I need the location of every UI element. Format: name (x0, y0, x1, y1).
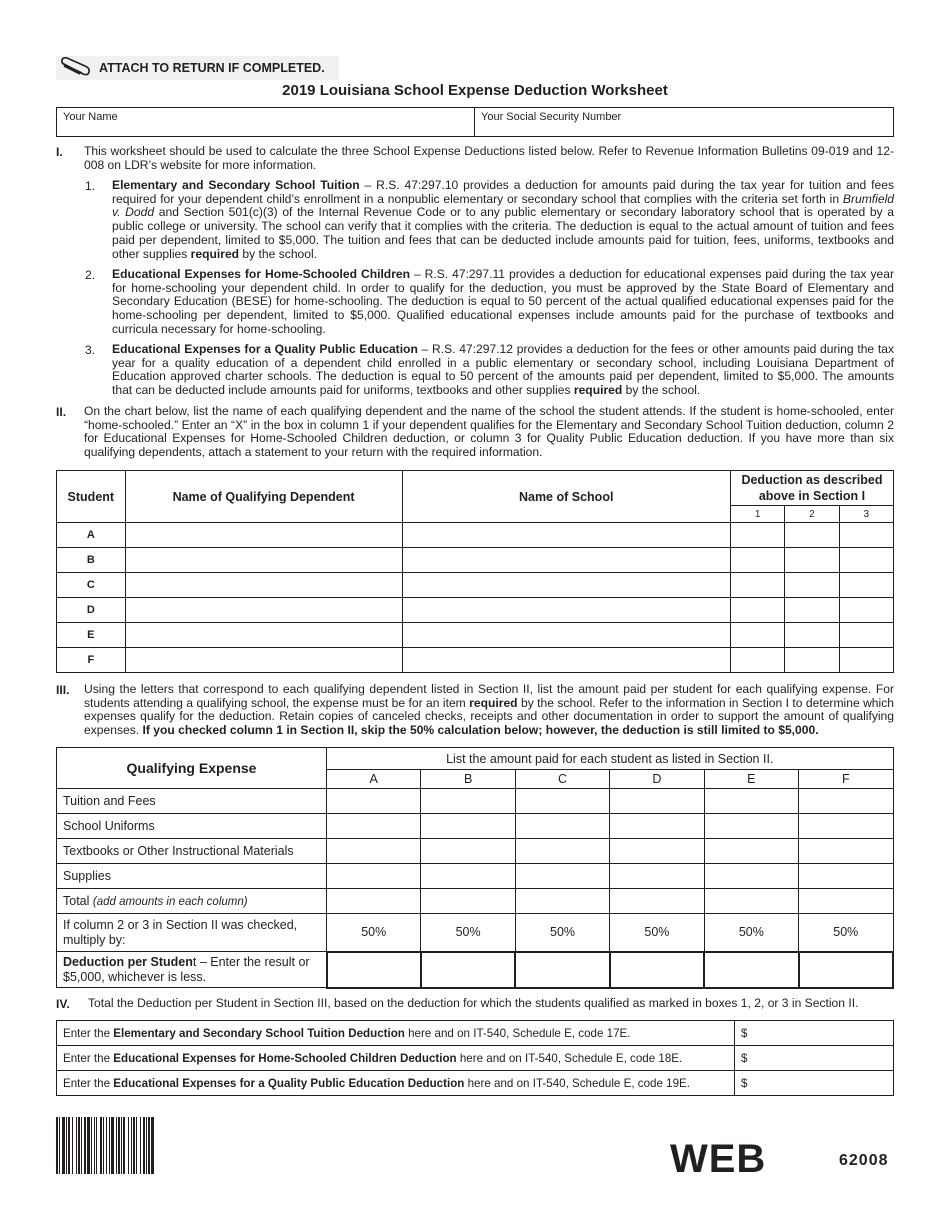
deduction-label-bold: Deduction per Studen (63, 954, 193, 969)
deduction-cell[interactable] (327, 952, 421, 988)
amount-cell[interactable] (704, 814, 798, 839)
ssn-field[interactable] (475, 108, 894, 137)
school-cell[interactable] (402, 623, 730, 648)
table-row (57, 839, 894, 864)
check-cell[interactable] (730, 648, 784, 673)
amount-cell[interactable] (610, 864, 704, 889)
col-student: Student (57, 471, 126, 523)
row-label-deduction (57, 952, 327, 988)
paperclip-icon (58, 57, 92, 84)
amount-cell[interactable] (704, 789, 798, 814)
item-3-text-a: – R.S. 47:297.12 provides a deduction for the fees or other amounts paid during the tax year for a quality education of a dependent child enrolled in a public elementary or secondary school, including Louisiana Department of Education approved charter schools. The deduction is equal to 50 percent of the amounts paid per dependent, limited to $5,000. The amounts that can be deducted include amounts paid for uniforms, textbooks and other supplies (112, 342, 894, 398)
total-line-17e (57, 1021, 894, 1046)
amount-cell[interactable] (704, 864, 798, 889)
table-row (57, 523, 894, 548)
section-3-required: required (469, 695, 518, 710)
item-2-number: 2. (85, 268, 96, 282)
row-letter: F (57, 648, 126, 673)
table-row (57, 889, 894, 914)
totals-table (56, 1020, 894, 1096)
dependent-cell[interactable] (125, 648, 402, 673)
line-pre: Enter the (63, 1051, 114, 1065)
item-3-number: 3. (85, 343, 96, 357)
subcol-3: 3 (839, 506, 893, 523)
amount-cell[interactable] (515, 814, 609, 839)
barcode-icon (56, 1117, 230, 1174)
section-3-text-a: Using the letters that correspond to each qualifying dependent listed in Section II, list the amount paid per student for each qualifying expense. For students attending a qualifying school, the expense must be for an item (84, 682, 894, 710)
section-2-numeral: II. (56, 405, 67, 419)
check-cell[interactable] (785, 598, 839, 623)
table-row (57, 648, 894, 673)
amount-18e-field[interactable] (735, 1046, 894, 1071)
deduction-cell[interactable] (515, 952, 609, 988)
pct-cell: 50% (421, 914, 515, 952)
amount-cell[interactable] (421, 864, 515, 889)
col-letter: A (327, 770, 421, 789)
item-1-case-name: Brumfield v. Dodd (112, 191, 894, 220)
row-label-textbooks: Textbooks or Other Instructional Materials (57, 839, 327, 864)
dependent-cell[interactable] (125, 598, 402, 623)
pct-cell: 50% (327, 914, 421, 952)
line-bold: Educational Expenses for Home-Schooled Children Deduction (113, 1051, 457, 1065)
col-expense: Qualifying Expense (57, 748, 327, 789)
check-cell[interactable] (730, 548, 784, 573)
dollar-sign: $ (741, 1051, 748, 1065)
item-2-title: Educational Expenses for Home-Schooled Children (112, 267, 411, 281)
form-code: 62008 (839, 1152, 889, 1169)
line-bold: Elementary and Secondary School Tuition Deduction (113, 1026, 405, 1040)
row-label-total (57, 889, 327, 914)
ssn-label: Your Social Security Number (481, 111, 622, 123)
section-1-intro: This worksheet should be used to calculate the three School Expense Deductions listed below. Refer to Revenue Information Bulletins 09-019 and 12-008 on LDR’s website for more information. (84, 144, 894, 172)
amount-cell[interactable] (515, 889, 609, 914)
school-cell[interactable] (402, 548, 730, 573)
amount-cell[interactable] (799, 789, 893, 814)
amount-cell[interactable] (421, 889, 515, 914)
item-2-text-a: – R.S. 47:297.11 provides a deduction for educational expenses paid during the tax year for home-schooling your dependent child. In order to qualify for the deduction, you must be approved by the State Board of Elementary and Secondary Education (BESE) for home-schooling. The deduction is equal to 50 percent of the actual qualified educational expenses paid for the home-schooling per dependent, limited to $5,000. Qualified educational expenses include amounts paid for the purchase of textbooks and curricula necessary for home-schooling. (112, 267, 894, 336)
amount-cell[interactable] (327, 789, 421, 814)
pct-cell: 50% (704, 914, 798, 952)
total-line-label (57, 1046, 735, 1071)
check-cell[interactable] (839, 623, 893, 648)
check-cell[interactable] (839, 573, 893, 598)
total-label: Total (63, 894, 93, 908)
web-label: WEB (670, 1137, 767, 1181)
section-1-numeral: I. (56, 145, 63, 159)
dependent-cell[interactable] (125, 623, 402, 648)
amount-cell[interactable] (610, 789, 704, 814)
total-line-label (57, 1071, 735, 1096)
table-row (57, 548, 894, 573)
table-row (57, 864, 894, 889)
total-line-label (57, 1021, 735, 1046)
item-3-text (112, 343, 894, 398)
amount-cell[interactable] (421, 789, 515, 814)
check-cell[interactable] (785, 573, 839, 598)
col-deduction: Deduction as described above in Section I (730, 471, 893, 506)
col-school: Name of School (402, 471, 730, 523)
item-2-text (112, 268, 894, 337)
row-letter: E (57, 623, 126, 648)
attach-note (56, 56, 339, 80)
amount-cell[interactable] (421, 814, 515, 839)
item-1-text (112, 179, 894, 261)
amount-cell[interactable] (327, 839, 421, 864)
deduction-cell[interactable] (421, 952, 515, 988)
amount-cell[interactable] (799, 889, 893, 914)
col-list: List the amount paid for each student as listed in Section II. (327, 748, 894, 770)
item-1-number: 1. (85, 179, 96, 193)
table-row (57, 952, 894, 988)
item-3-text-c: by the school. (622, 383, 701, 398)
check-cell[interactable] (730, 598, 784, 623)
col-dependent: Name of Qualifying Dependent (125, 471, 402, 523)
amount-cell[interactable] (610, 889, 704, 914)
deduction-label-rest: t – Enter the result or $5,000, whichever is less. (63, 954, 310, 984)
dollar-sign: $ (741, 1026, 748, 1040)
amount-cell[interactable] (799, 814, 893, 839)
check-cell[interactable] (839, 598, 893, 623)
amount-cell[interactable] (327, 889, 421, 914)
row-letter: B (57, 548, 126, 573)
dependent-cell[interactable] (125, 523, 402, 548)
deduction-cell[interactable] (704, 952, 798, 988)
pct-cell: 50% (515, 914, 609, 952)
check-cell[interactable] (730, 523, 784, 548)
page-title: 2019 Louisiana School Expense Deduction Worksheet (282, 82, 668, 99)
name-field[interactable] (57, 108, 475, 137)
table-row (57, 789, 894, 814)
school-cell[interactable] (402, 598, 730, 623)
line-post: here and on IT-540, Schedule E, code 17E. (404, 1026, 631, 1040)
section-3-text-b: by the school. Refer to the information in Section I to determine which expenses qualify for the deduction. Retain copies of canceled checks, receipts and other documentation in order to support the amount of qualifying expenses. (84, 695, 894, 738)
row-letter: A (57, 523, 126, 548)
amount-cell[interactable] (610, 814, 704, 839)
table-row (57, 914, 894, 952)
check-cell[interactable] (839, 548, 893, 573)
check-cell[interactable] (839, 523, 893, 548)
item-1-text-c: by the school. (239, 246, 318, 261)
deduction-cell[interactable] (610, 952, 704, 988)
col-letter: D (610, 770, 704, 789)
section-2-text: On the chart below, list the name of each qualifying dependent and the name of the school the student attends. If the student is home-schooled, enter “home-schooled.” Enter an “X” in the box in column 1 if your dependent qualifies for the Elementary and Secondary School Tuition deduction, column 2 for Educational Expenses for Home-Schooled Children deduction, or column 3 for Quality Public Education deduction. If you have more than six qualifying dependents, attach a statement to your return with the required information. (84, 404, 894, 460)
check-cell[interactable] (730, 623, 784, 648)
item-1-text-a: – R.S. 47:297.10 provides a deduction for amounts paid during the tax year for tuition and fees required for your dependent child’s enrollment in a nonpublic elementary or secondary school that complies with the criteria set forth in (112, 178, 894, 206)
table-row (57, 598, 894, 623)
row-letter: C (57, 573, 126, 598)
amount-cell[interactable] (799, 864, 893, 889)
section-4-numeral: IV. (56, 997, 70, 1011)
amount-cell[interactable] (327, 864, 421, 889)
attach-note-text: ATTACH TO RETURN IF COMPLETED. (99, 61, 325, 75)
subcol-2: 2 (785, 506, 839, 523)
table-row (57, 814, 894, 839)
table-row (57, 623, 894, 648)
subcol-1: 1 (730, 506, 784, 523)
total-line-19e (57, 1071, 894, 1096)
section-4-text: Total the Deduction per Student in Section III, based on the deduction for which the students qualified as marked in boxes 1, 2, or 3 in Section II. (88, 996, 859, 1010)
total-line-18e (57, 1046, 894, 1071)
section-3-numeral: III. (56, 683, 70, 697)
amount-cell[interactable] (515, 789, 609, 814)
amount-cell[interactable] (515, 864, 609, 889)
pct-cell: 50% (610, 914, 704, 952)
row-label-uniforms: School Uniforms (57, 814, 327, 839)
deduction-cell[interactable] (799, 952, 893, 988)
amount-cell[interactable] (515, 839, 609, 864)
row-letter: D (57, 598, 126, 623)
school-cell[interactable] (402, 648, 730, 673)
col-letter: F (799, 770, 893, 789)
check-cell[interactable] (785, 548, 839, 573)
pct-cell: 50% (799, 914, 893, 952)
name-label: Your Name (63, 111, 118, 123)
school-cell[interactable] (402, 573, 730, 598)
section-3-text (84, 683, 894, 738)
item-1-required: required (190, 246, 240, 261)
item-1-title: Elementary and Secondary School Tuition (112, 178, 360, 192)
amount-cell[interactable] (799, 839, 893, 864)
check-cell[interactable] (785, 648, 839, 673)
col-letter: B (421, 770, 515, 789)
check-cell[interactable] (730, 573, 784, 598)
expense-table (56, 747, 894, 989)
col-letter: C (515, 770, 609, 789)
table-row (57, 573, 894, 598)
taxpayer-info-box (56, 107, 894, 137)
section-3-skip-note: If you checked column 1 in Section II, skip the 50% calculation below; however, the deduction is still limited to $5,000. (142, 723, 819, 738)
dollar-sign: $ (741, 1076, 748, 1090)
item-1-text-b: and Section 501(c)(3) of the Internal Revenue Code or to any public elementary or secondary laboratory school that is operated by a public college or university. The school can verify that it complies with the criteria. The deduction is equal to the actual amount of tuition and fees paid per dependent, limited to $5,000. The tuition and fees that can be deducted include amounts paid for tuition, fees, uniforms, textbooks and other supplies (112, 205, 894, 261)
amount-cell[interactable] (327, 814, 421, 839)
row-label-multiply: If column 2 or 3 in Section II was checked, multiply by: (57, 914, 327, 952)
amount-19e-field[interactable] (735, 1071, 894, 1096)
dependent-cell[interactable] (125, 548, 402, 573)
line-bold: Educational Expenses for a Quality Public Education Deduction (113, 1076, 465, 1090)
col-letter: E (704, 770, 798, 789)
line-pre: Enter the (63, 1076, 114, 1090)
amount-cell[interactable] (610, 839, 704, 864)
dependents-table (56, 470, 894, 673)
item-3-title: Educational Expenses for a Quality Public Education (112, 342, 418, 356)
line-pre: Enter the (63, 1026, 114, 1040)
amount-cell[interactable] (421, 839, 515, 864)
check-cell[interactable] (839, 648, 893, 673)
total-hint: (add amounts in each column) (92, 896, 248, 908)
line-post: here and on IT-540, Schedule E, code 18E. (456, 1051, 683, 1065)
item-3-required: required (573, 383, 623, 398)
row-label-supplies: Supplies (57, 864, 327, 889)
amount-17e-field[interactable] (735, 1021, 894, 1046)
row-label-tuition: Tuition and Fees (57, 789, 327, 814)
check-cell[interactable] (785, 523, 839, 548)
check-cell[interactable] (785, 623, 839, 648)
school-cell[interactable] (402, 523, 730, 548)
amount-cell[interactable] (704, 889, 798, 914)
dependent-cell[interactable] (125, 573, 402, 598)
line-post: here and on IT-540, Schedule E, code 19E. (464, 1076, 690, 1090)
amount-cell[interactable] (704, 839, 798, 864)
